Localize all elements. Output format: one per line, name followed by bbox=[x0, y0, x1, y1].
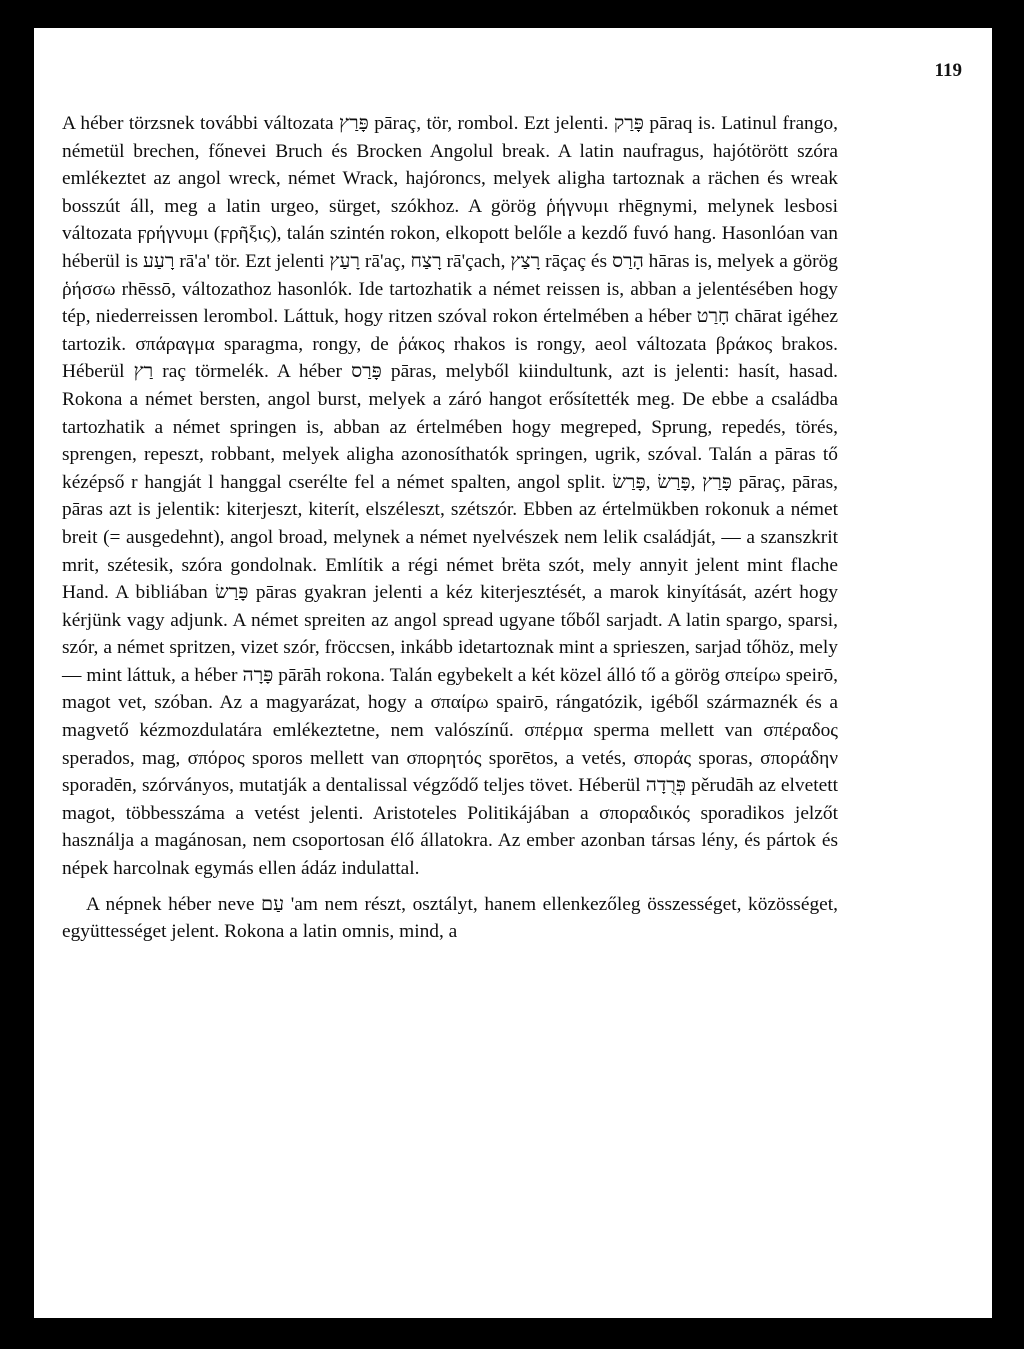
paragraph-2: A népnek héber neve עַם 'am nem részt, osztályt, hanem ellenkezőleg összességet, közösséget, együttességet jelent. Rokona a latin omnis, mind, a bbox=[62, 893, 838, 943]
paragraph-1: A héber törzsnek további változata פָּרַץ pāraç, tör, rombol. Ezt jelenti. פָּרַק pāraq is. Latinul frango, németül brechen, főnevei Bruch és Brocken Angolul break. A latin naufragus, hajótörött szóra emlékeztet az angol wreck, német Wrack, hajóroncs, melyek aligha tartoznak a rächen és wreak bosszút áll, meg a latin urgeo, sürget, szókhoz. A görög ῥήγνυμι rhēgnymi, melynek lesbosi változata ϝρήγνυμι (ϝρῆξις), talán szintén rokon, elkopott belőle a kezdő fuvó hang. Hasonlóan van héberül is רָעַע rā'a' tör. Ezt jelenti רָעַץ rā'aç, רָצַח rā'çach, רָצַץ rāçaç és הָרַס hāras is, melyek a görög ῥήσσω rhēssō, változathoz hasonlók. Ide tartozhatik a német reissen is, abban a jelentésében hogy tép, niederreissen lerombol. Láttuk, hogy ritzen szóval rokon értelmében a héber חָרַט chārat igéhez tartozik. σπάραγμα sparagma, rongy, de ῥάκος rhakos is rongy, aeol változata βράκος brakos. Héberül רַץ raç törmelék. A héber פָּרַס pāras, melyből kiindultunk, azt is jelenti: hasít, hasad. Rokona a német bersten, angol burst, melyek a záró hangot erősítették meg. De ebbe a családba tartozhatik a német springen is, abban az értelmében hogy megreped, Sprung, repedés, törés, sprengen, repeszt, robbant, melyek aligha azonosíthatók springen, ugrik, szóval. Talán a pāras tő kézépső r hangját l hanggal cserélte fel a német spalten, angol split. פָּרַץ ,פָּרַשׂ ,פָּרַשׂ pāraç, pāras, pāras azt is jelentik: kiterjeszt, kiterít, elszéleszt, szétszór. Ebben az értelmükben rokonuk a német breit (= ausgedehnt), angol broad, melynek a német nyelvészek nem lelik családját, — a szanszkrit mrit, szétesik, szóra gondolnak. Említik a régi német brëta szót, mely annyit jelent mint flache Hand. A bibliában פָּרַשׂ pāras gyakran jelenti a kéz kiterjesztését, a marok kinyítását, azért hogy kérjünk vagy adjunk. A német spreiten az angol spread ugyane tőből sarjadt. A latin spargo, sparsi, szór, a német spritzen, vizet szór, fröccsen, inkább idetartoznak mint a sprieszen, sarjad tőhöz, mely — mint láttuk, a héber פָּרָה pārāh rokona. Talán egybekelt a két közel álló tő a görög σπείρω speirō, magot vet, szóban. Az a magyarázat, hogy a σπαίρω spairō, rángatózik, igéből származnék és a magvető kézmozdulatára emlékeztetne, nem valószínű. σπέρμα sperma mellett van σπέραδος sperados, mag, σπόρος sporos mellett van σπορητός sporētos, a vetés, σποράς sporas, σποράδην sporadēn, szórványos, mutatják a dentalissal végződő teljes tövet. Héberül פְּרֻדָה pěrudāh az elvetett magot, többesszáma a vetést jelenti. Aristoteles Politikájában a σποραδικός sporadikos jelzőt használja a magánosan, nem csoportosan élő állatokra. Az ember azonban társas lény, és pártok és népek harcolnak egymás ellen ádáz indulattal. bbox=[62, 113, 839, 880]
page-number: 119 bbox=[934, 60, 962, 81]
body-text bbox=[62, 110, 838, 946]
